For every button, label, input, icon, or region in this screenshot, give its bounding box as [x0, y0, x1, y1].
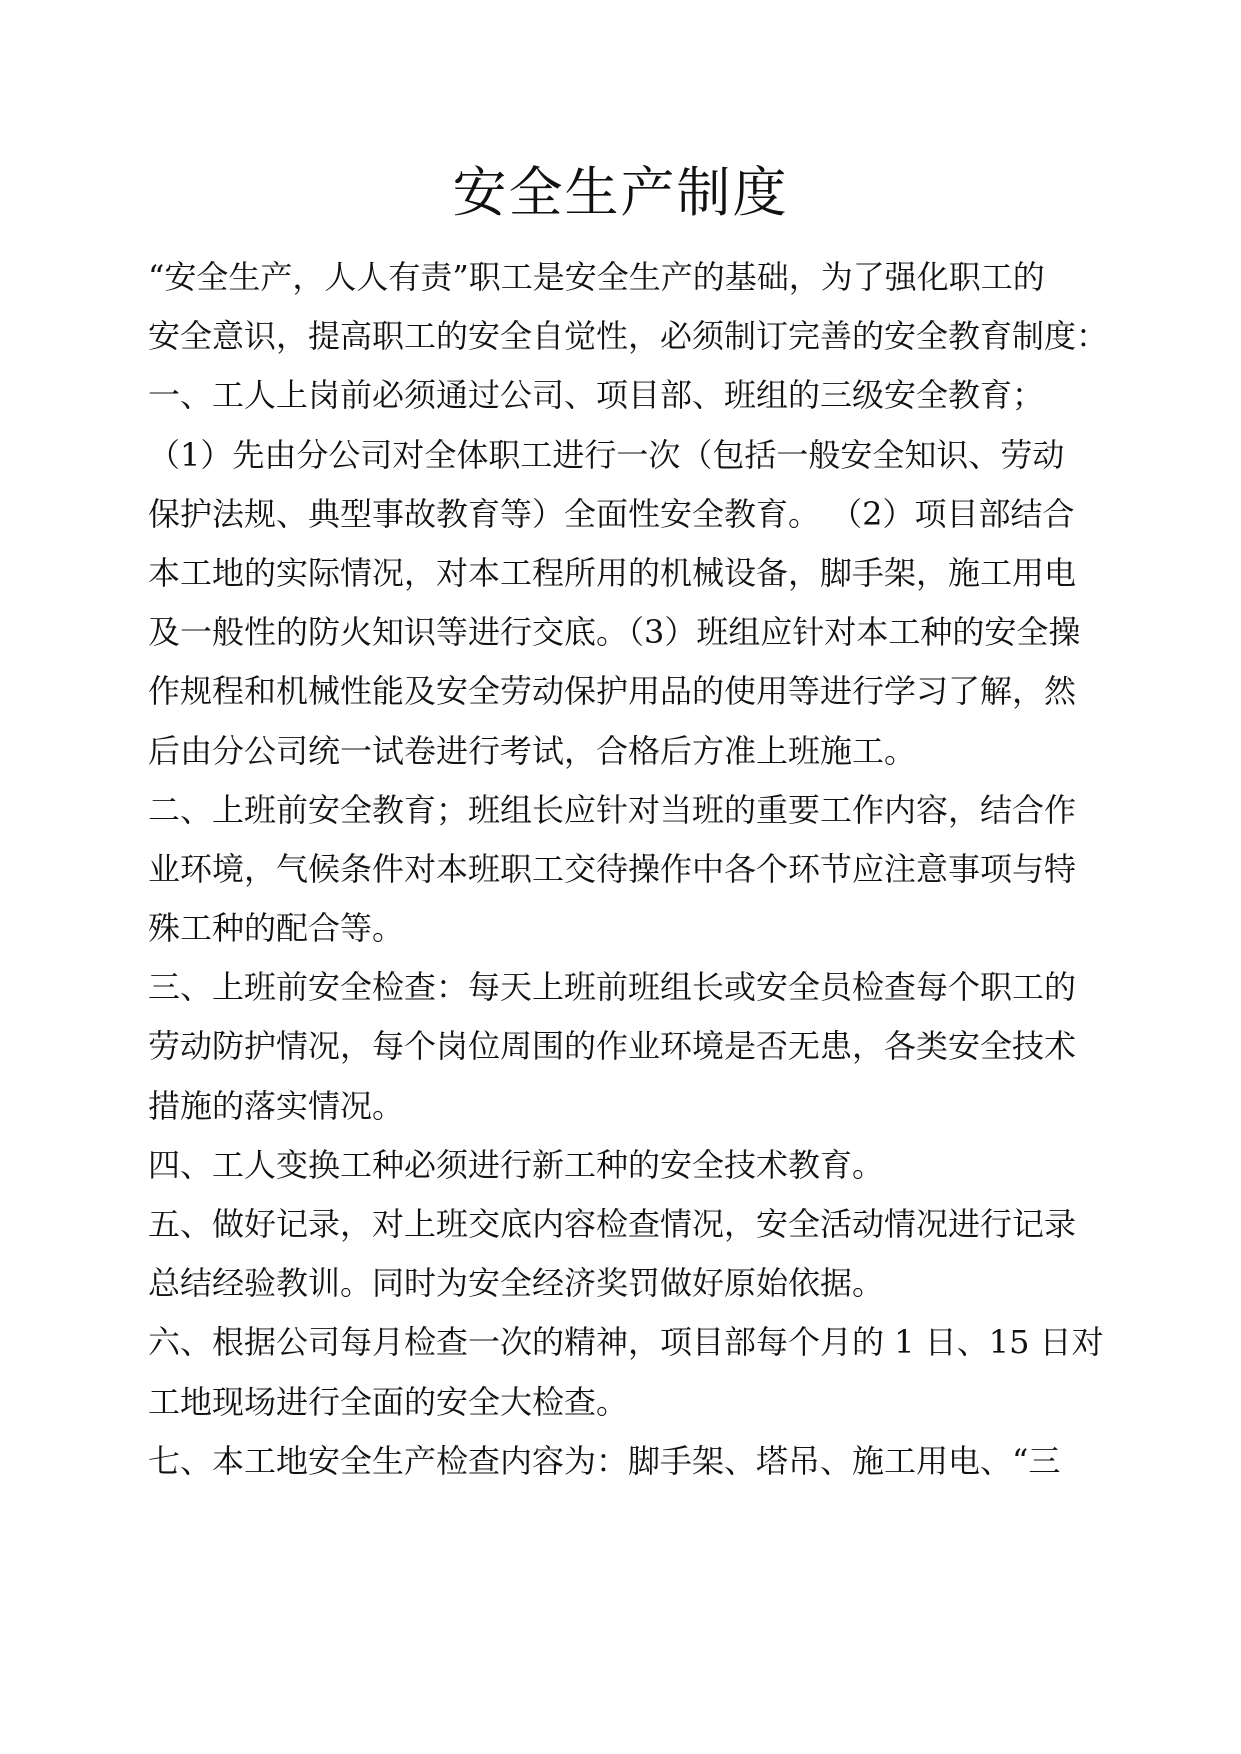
body-line: 七、本工地安全生产检查内容为：脚手架、塔吊、施工用电、“三: [148, 1441, 1061, 1480]
body-line: （1）先由分公司对全体职工进行一次（包括一般安全知识、劳动: [148, 435, 1065, 474]
body-line: 四、工人变换工种必须进行新工种的安全技术教育。: [148, 1145, 885, 1184]
document-title: 安全生产制度: [452, 161, 789, 224]
body-line: 后由分公司统一试卷进行考试，合格后方准上班施工。: [148, 731, 917, 770]
body-line: 殊工种的配合等。: [148, 909, 405, 948]
body-line: 安全意识，提高职工的安全自觉性，必须制订完善的安全教育制度：: [148, 317, 1109, 356]
document-body: [148, 248, 1108, 1491]
body-line: 业环境，气候条件对本班职工交待操作中各个环节应注意事项与特: [148, 849, 1077, 888]
body-line: 二、上班前安全教育；班组长应针对当班的重要工作内容，结合作: [148, 790, 1077, 829]
body-line: 及一般性的防火知识等进行交底。（3）班组应针对本工种的安全操: [148, 613, 1081, 652]
body-line: 六、根据公司每月检查一次的精神，项目部每个月的 1 日、15 日对: [148, 1323, 1104, 1362]
body-line: 五、做好记录，对上班交底内容检查情况，安全活动情况进行记录: [148, 1205, 1077, 1243]
body-line: 总结经验教训。同时为安全经济奖罚做好原始依据。: [148, 1264, 885, 1303]
body-line: 一、工人上岗前必须通过公司、项目部、班组的三级安全教育；: [148, 376, 1045, 415]
body-line: 保护法规、典型事故教育等）全面性安全教育。 （2）项目部结合: [148, 494, 1075, 533]
body-line: 工地现场进行全面的安全大检查。: [148, 1382, 629, 1421]
body-line: 劳动防护情况，每个岗位周围的作业环境是否无患，各类安全技术: [148, 1027, 1077, 1066]
body-line: 本工地的实际情况，对本工程所用的机械设备，脚手架，施工用电: [148, 553, 1077, 592]
body-line: 措施的落实情况。: [148, 1086, 405, 1125]
body-line: 三、上班前安全检查：每天上班前班组长或安全员检查每个职工的: [148, 968, 1077, 1007]
body-line: 作规程和机械性能及安全劳动保护用品的使用等进行学习了解，然: [148, 672, 1077, 711]
body-line: “安全生产，人人有责”职工是安全生产的基础，为了强化职工的: [148, 258, 1045, 296]
